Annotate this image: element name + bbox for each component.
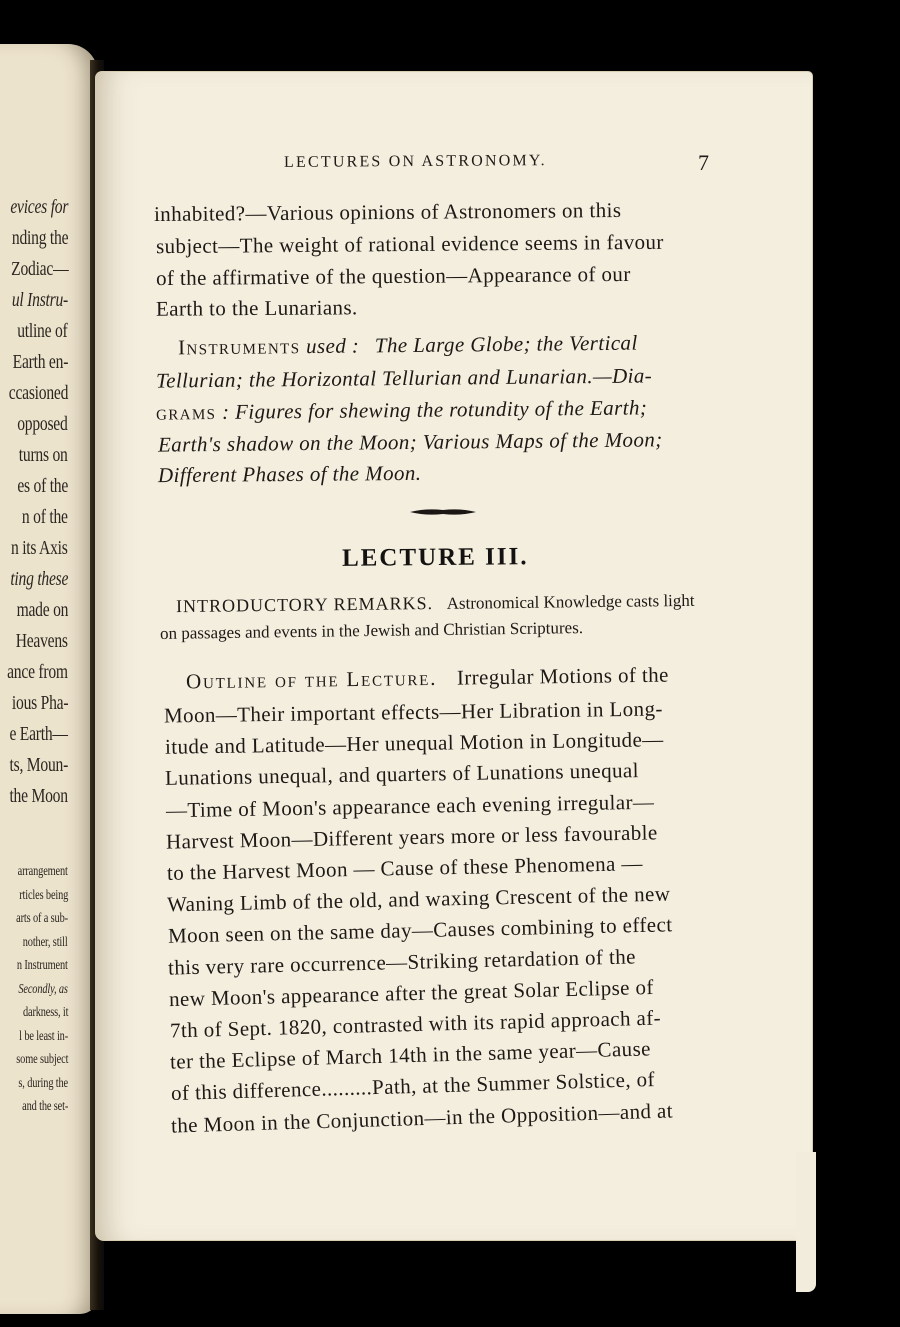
- previous-page-line: arts of a sub-: [16, 911, 68, 926]
- previous-page-line: rticles being: [18, 887, 68, 903]
- previous-page-line: made on: [16, 599, 68, 621]
- outline-line: of this difference.........Path, at the Summer Solstice, of: [170, 1067, 655, 1106]
- instruments-used: used :: [305, 333, 360, 359]
- previous-page-line: nother, still: [23, 934, 68, 950]
- outline-line: the Moon in the Conjunction—in the Opposition—and at: [170, 1098, 673, 1138]
- previous-page-line: ance from: [7, 661, 68, 683]
- body-line: subject—The weight of rational evidence seems in favour: [155, 229, 664, 259]
- previous-page-line: Zodiac—: [10, 258, 68, 280]
- previous-page-line: e Earth—: [9, 723, 68, 745]
- previous-page-line: opposed: [17, 413, 68, 435]
- previous-page-line: turns on: [19, 444, 68, 466]
- previous-page-line: ccasioned: [8, 382, 68, 404]
- previous-page-line: ul Instru-: [11, 289, 68, 311]
- instruments-line: [156, 395, 647, 425]
- outline-line: to the Harvest Moon — Cause of these Phenomena —: [166, 851, 643, 885]
- previous-page-line: s, during the: [18, 1075, 68, 1091]
- instruments-label: Instruments: [177, 334, 301, 360]
- page-number: 7: [698, 150, 709, 175]
- instruments-line: Different Phases of the Moon.: [157, 460, 422, 488]
- previous-page-line: ts, Moun-: [9, 754, 68, 776]
- previous-page-line: the Moon: [9, 785, 68, 807]
- intro-line: on passages and events in the Jewish and Christian Scriptures.: [159, 618, 584, 643]
- lecture-heading: LECTURE III.: [341, 543, 529, 572]
- outline-line: this very rare occurrence—Striking retardation of the: [168, 944, 637, 980]
- diagrams-list: : Figures for shewing the rotundity of the Earth;: [221, 395, 648, 424]
- outline-line: Waning Limb of the old, and waxing Crescent of the new: [167, 881, 671, 917]
- previous-page-line: Secondly, as: [18, 981, 68, 997]
- instruments-line: Tellurian; the Horizontal Tellurian and Lunarian.—Dia-: [155, 363, 653, 393]
- body-line: Earth to the Lunarians.: [155, 295, 358, 321]
- previous-page-line: some subject: [15, 1052, 68, 1067]
- intro-label: INTRODUCTORY REMARKS.: [175, 593, 434, 617]
- outline-line: itude and Latitude—Her unequal Motion in Longitude—: [164, 727, 664, 759]
- intro-text: Astronomical Knowledge casts light: [446, 590, 695, 613]
- outline-line: new Moon's appearance after the great Solar Eclipse of: [168, 974, 655, 1011]
- outline-label: Outline of the Lecture.: [185, 665, 438, 694]
- previous-page-line: n its Axis: [11, 537, 68, 559]
- previous-page-line: evices for: [10, 196, 68, 218]
- outline-line: 7th of Sept. 1820, contrasted with its rapid approach af-: [169, 1005, 661, 1043]
- previous-page-line: Heavens: [15, 630, 68, 652]
- previous-page-line: darkness, it: [22, 1005, 68, 1020]
- previous-page-line: arrangement: [17, 864, 68, 879]
- previous-page-line: utline of: [17, 320, 68, 342]
- instruments-line: [178, 331, 638, 361]
- previous-page-line: es of the: [17, 475, 68, 497]
- outline-line: Harvest Moon—Different years more or less favourable: [165, 820, 658, 854]
- instruments-list: The Large Globe; the Vertical: [374, 330, 638, 358]
- outline-line: —Time of Moon's appearance each evening irregular—: [165, 789, 655, 822]
- body-line: inhabited?—Various opinions of Astronomers on this: [153, 197, 622, 227]
- outline-line: ter the Eclipse of March 14th in the same year—Cause: [169, 1036, 652, 1074]
- body-line: of the affirmative of the question—Appearance of our: [155, 261, 631, 291]
- previous-page-line: n of the: [22, 506, 68, 528]
- running-title: LECTURES ON ASTRONOMY.: [283, 152, 547, 171]
- diagrams-label: grams: [155, 399, 217, 425]
- previous-page-line: l be least in-: [19, 1028, 68, 1044]
- outline-line: Moon—Their important effects—Her Libration in Long-: [163, 696, 663, 728]
- outline-line: Moon seen on the same day—Causes combining to effect: [167, 912, 673, 949]
- outline-text: Irregular Motions of the: [456, 662, 669, 690]
- outline-line: Lunations unequal, and quarters of Lunations unequal: [164, 758, 640, 791]
- section-ornament: [410, 506, 476, 518]
- instruments-line: Earth's shadow on the Moon; Various Maps of the Moon;: [157, 427, 663, 457]
- previous-page-line: nding the: [11, 227, 68, 249]
- previous-page-line: and the set-: [22, 1099, 68, 1114]
- previous-page: [0, 44, 98, 1314]
- previous-page-line: Earth en-: [12, 351, 68, 373]
- previous-page-line: n Instrument: [17, 958, 68, 973]
- previous-page-line: ting these: [10, 568, 68, 590]
- previous-page-line: ious Pha-: [11, 692, 68, 714]
